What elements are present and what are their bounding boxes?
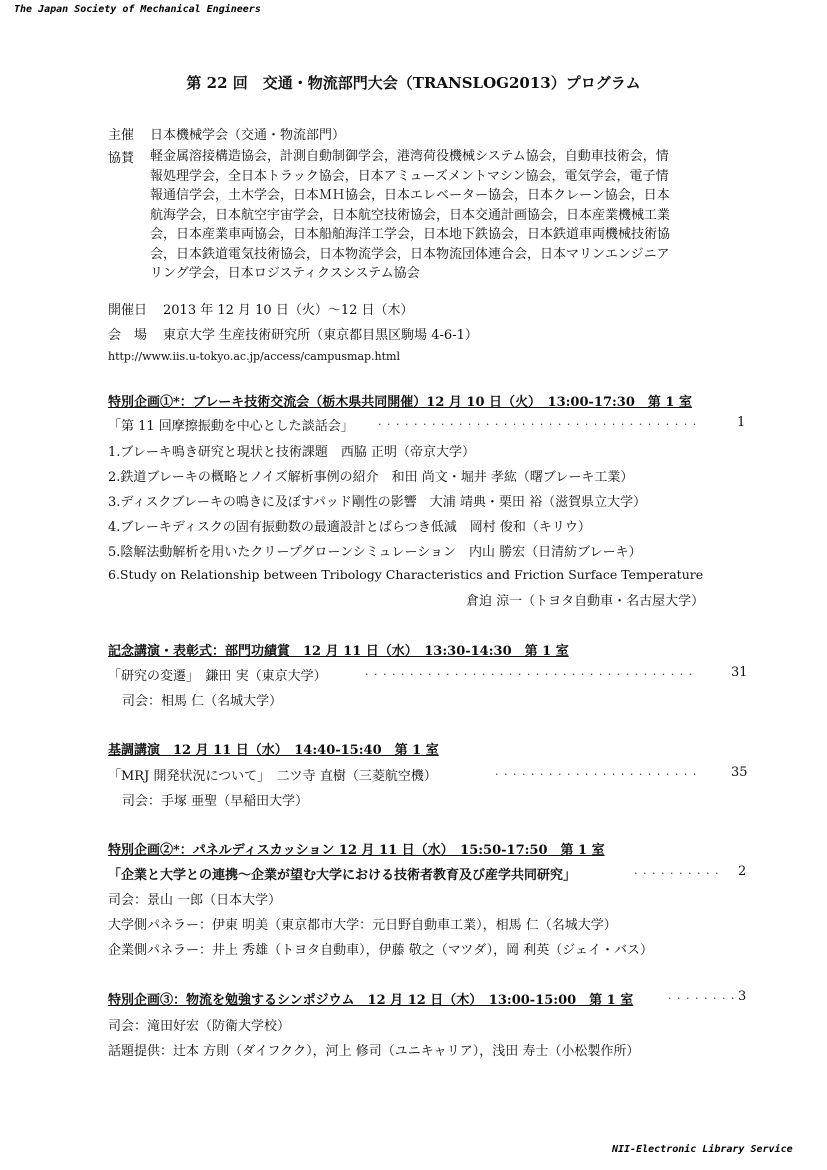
special1-talk6-author: 倉迫 涼一（トヨタ自動車・名古屋大学） bbox=[466, 594, 705, 609]
keynote-heading: 基調講演 12 月 11 日（水） 14:40-15:40 第 1 室 bbox=[108, 743, 439, 758]
memorial-heading: 記念講演・表彰式：部門功績賞 12 月 11 日（水） 13:30-14:30 第 1 室 bbox=[108, 644, 569, 659]
campus-map-link[interactable]: http://www.iis.u-tokyo.ac.jp/access/campusmap.html bbox=[108, 350, 401, 363]
special2-heading: 特別企画②*：パネルディスカッション 12 月 11 日（水） 15:50-17:50 第 1 室 bbox=[108, 843, 605, 858]
sponsors-line: 報通信学会，土木学会，日本ＭＨ協会，日本エレベーター協会，日本クレーン協会，日本 bbox=[150, 188, 670, 203]
special1-page: 1 bbox=[737, 415, 746, 430]
special1-talk: 2.鉄道ブレーキの概略とノイズ解析事例の紹介 和田 尚文・堀井 孝紘（曙ブレーキ工業） bbox=[108, 470, 634, 485]
sponsors-line: 報処理学会，全日本トラック協会，日本アミューズメントマシン協会，電気学会，電子情 bbox=[150, 168, 669, 184]
keynote-talk: 「MRJ 開発状況について」 二ツ寺 直樹（三菱航空機） bbox=[108, 769, 437, 784]
memorial-talk: 「研究の変遷」 鎌田 実（東京大学） bbox=[108, 669, 327, 684]
memorial-chair: 司会：相馬 仁（名城大学） bbox=[122, 694, 283, 709]
leader-dots: · · · · · · · · bbox=[668, 992, 736, 1005]
special1-talk: 5.陰解法動解析を用いたクリープグローンシミュレーション 内山 勝宏（日清紡ブレーキ） bbox=[108, 545, 642, 560]
special3-speakers: 話題提供：辻本 方則（ダイフクク），河上 修司（ユニキャリア），浅田 寿士（小松製作所） bbox=[108, 1044, 640, 1059]
keynote-chair: 司会：手塚 亜聖（早稲田大学） bbox=[122, 794, 309, 809]
sponsors-line: 航海学会，日本航空宇宙学会，日本航空技術協会，日本交通計画協会，日本産業機械工業 bbox=[150, 207, 671, 223]
special2-page: 2 bbox=[738, 864, 747, 879]
sponsors-line: 会，日本鉄道電気技術協会，日本物流学会，日本物流団体連合会，日本マリンエンジニア bbox=[150, 246, 670, 262]
leader-dots: · · · · · · · · · · · · · · · · · · · · · · · bbox=[495, 768, 698, 781]
memorial-page: 31 bbox=[731, 665, 748, 680]
dates-label: 開催日 bbox=[108, 303, 148, 318]
society-header: The Japan Society of Mechanical Engineers bbox=[14, 4, 261, 15]
special1-heading: 特別企画①*：ブレーキ技術交流会（栃木県共同開催）12 月 10 日（火） 13:00-17:30 第 1 室 bbox=[108, 395, 692, 410]
venue-value: 東京大学 生産技術研究所（東京都目黒区駒場 4-6-1） bbox=[163, 328, 478, 343]
special1-talk: 6.Study on Relationship between Tribology Characteristics and Friction Surface Temperature bbox=[108, 567, 704, 582]
special2-subtitle: 「企業と大学との連携～企業が望む大学における技術者教育及び産学共同研究」 bbox=[108, 868, 577, 883]
special1-talk: 4.ブレーキディスクの固有振動数の最適設計とばらつき低減 岡村 俊和（キリウ） bbox=[108, 520, 591, 535]
sponsors-line: 軽金属溶接構造協会，計測自動制御学会，港湾荷役機械システム協会，自動車技術会，情 bbox=[150, 149, 669, 164]
special1-talk: 1.ブレーキ鳴き研究と現状と技術課題 西脇 正明（帝京大学） bbox=[108, 445, 476, 460]
library-footer: NII-Electronic Library Service bbox=[612, 1144, 793, 1155]
special3-chair: 司会：滝田好宏（防衛大学校） bbox=[108, 1019, 291, 1034]
sponsors-line: 会，日本産業車両協会，日本船舶海洋工学会，日本地下鉄協会，日本鉄道車両機械技術協 bbox=[150, 227, 671, 242]
keynote-page: 35 bbox=[731, 765, 748, 780]
venue-label: 会 場 bbox=[108, 328, 148, 343]
leader-dots: · · · · · · · · · · bbox=[634, 867, 720, 880]
sponsors-list bbox=[150, 147, 670, 284]
leader-dots: · · · · · · · · · · · · · · · · · · · · · · · · · · · · · · · · · · · · · bbox=[365, 668, 694, 681]
special2-corp-panel: 企業側パネラー：井上 秀雄（トヨタ自動車），伊藤 敬之（マツダ），岡 利英（ジェイ・バス） bbox=[108, 943, 654, 958]
special1-subtitle: 「第 11 回摩擦振動を中心とした談話会」 bbox=[108, 419, 354, 434]
special2-univ-panel: 大学側パネラー：伊東 明美（東京都市大学：元日野自動車工業），相馬 仁（名城大学） bbox=[108, 918, 617, 933]
special2-chair: 司会：景山 一郎（日本大学） bbox=[108, 893, 282, 908]
special1-talk: 3.ディスクブレーキの鳴きに及ぼすパッド剛性の影響 大浦 靖典・栗田 裕（滋賀県立大学） bbox=[108, 495, 647, 510]
special3-page: 3 bbox=[738, 989, 747, 1004]
dates-value: 2013 年 12 月 10 日（火）～12 日（木） bbox=[163, 303, 414, 318]
organizer-label: 主催 bbox=[108, 128, 135, 143]
organizer-value: 日本機械学会（交通・物流部門） bbox=[150, 128, 346, 143]
special3-heading: 特別企画③：物流を勉強するシンポジウム 12 月 12 日（木） 13:00-15:00 第 1 室 bbox=[108, 993, 634, 1008]
leader-dots: · · · · · · · · · · · · · · · · · · · · · · · · · · · · · · · · · · · · bbox=[378, 418, 698, 431]
page-title: 第 22 回 交通・物流部門大会（TRANSLOG2013）プログラム bbox=[186, 74, 641, 92]
sponsors-label: 協賛 bbox=[108, 151, 135, 166]
sponsors-line: リング学会，日本ロジスティクスシステム協会 bbox=[150, 266, 420, 281]
